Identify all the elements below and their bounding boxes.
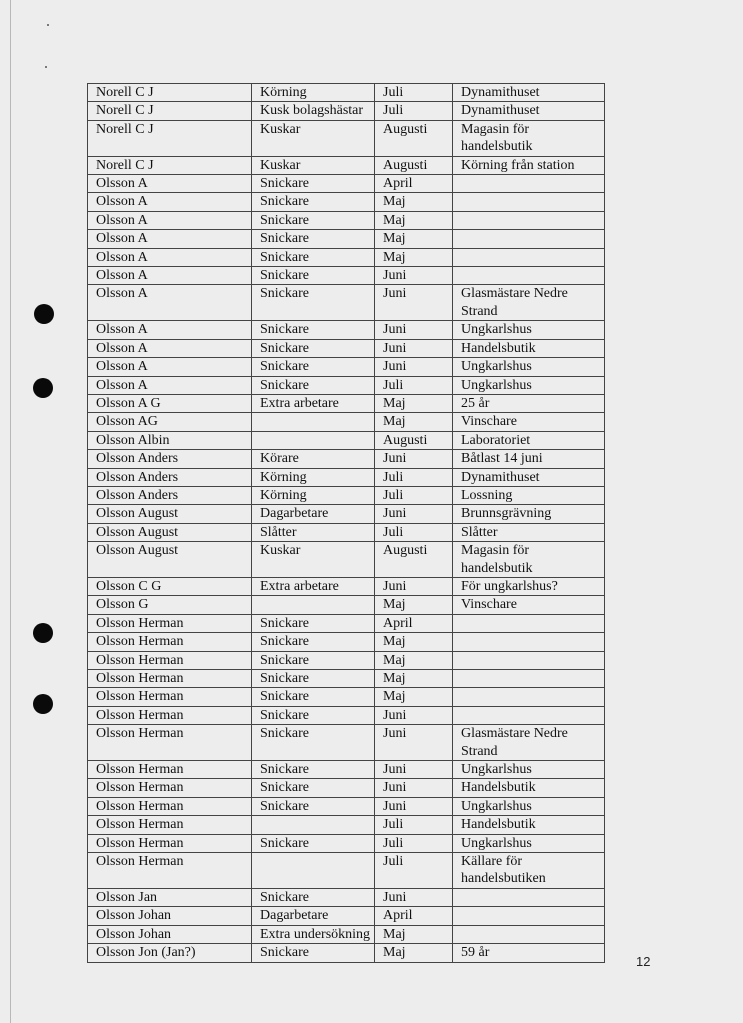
occupation-cell: Snickare (252, 175, 375, 193)
table-row (88, 577, 605, 595)
month-cell: Maj (375, 413, 453, 431)
name-cell: Olsson Herman (88, 834, 252, 852)
name-cell: Norell C J (88, 102, 252, 120)
note-cell: Magasin för handelsbutik (453, 120, 605, 156)
name-cell: Norell C J (88, 156, 252, 174)
table-row (88, 120, 605, 156)
table-row (88, 834, 605, 852)
occupation-cell: Kusk bolagshästar (252, 102, 375, 120)
note-cell: Glasmästare Nedre Strand (453, 725, 605, 761)
table-row (88, 285, 605, 321)
table-row (88, 761, 605, 779)
occupation-cell: Snickare (252, 321, 375, 339)
table-row (88, 651, 605, 669)
table-row (88, 706, 605, 724)
occupation-cell: Snickare (252, 248, 375, 266)
table-row (88, 321, 605, 339)
month-cell: Maj (375, 394, 453, 412)
month-cell: Juni (375, 358, 453, 376)
table-row (88, 486, 605, 504)
name-cell: Olsson Jan (88, 888, 252, 906)
table-row (88, 614, 605, 632)
name-cell: Olsson Herman (88, 614, 252, 632)
occupation-cell: Snickare (252, 779, 375, 797)
month-cell: Maj (375, 670, 453, 688)
table-row (88, 468, 605, 486)
name-cell: Olsson A (88, 285, 252, 321)
table-row (88, 156, 605, 174)
note-cell: Brunnsgrävning (453, 505, 605, 523)
month-cell: Juni (375, 725, 453, 761)
note-cell: För ungkarlshus? (453, 577, 605, 595)
month-cell: Maj (375, 211, 453, 229)
occupation-cell: Snickare (252, 230, 375, 248)
punch-hole (33, 694, 53, 714)
name-cell: Olsson Herman (88, 797, 252, 815)
month-cell: Juli (375, 816, 453, 834)
month-cell: Juni (375, 267, 453, 285)
month-cell: Juni (375, 779, 453, 797)
month-cell: Maj (375, 230, 453, 248)
name-cell: Olsson Albin (88, 431, 252, 449)
occupation-cell: Körning (252, 486, 375, 504)
month-cell: Juni (375, 285, 453, 321)
scan-speck (47, 24, 49, 26)
name-cell: Olsson C G (88, 577, 252, 595)
note-cell: Ungkarlshus (453, 834, 605, 852)
month-cell: Maj (375, 944, 453, 962)
table-row (88, 230, 605, 248)
name-cell: Olsson A (88, 230, 252, 248)
occupation-cell (252, 816, 375, 834)
table-row (88, 193, 605, 211)
note-cell (453, 248, 605, 266)
table-row (88, 267, 605, 285)
note-cell (453, 688, 605, 706)
month-cell: Augusti (375, 542, 453, 578)
occupation-cell: Snickare (252, 211, 375, 229)
table-row (88, 84, 605, 102)
month-cell: Juni (375, 577, 453, 595)
note-cell (453, 670, 605, 688)
note-cell: Dynamithuset (453, 84, 605, 102)
occupation-cell: Snickare (252, 193, 375, 211)
ledger-table (87, 83, 605, 963)
note-cell: Handelsbutik (453, 779, 605, 797)
table-row (88, 102, 605, 120)
note-cell: Glasmästare Nedre Strand (453, 285, 605, 321)
table-row (88, 358, 605, 376)
name-cell: Olsson A (88, 376, 252, 394)
occupation-cell: Snickare (252, 670, 375, 688)
note-cell: Båtlast 14 juni (453, 450, 605, 468)
month-cell: Augusti (375, 431, 453, 449)
note-cell: Ungkarlshus (453, 761, 605, 779)
name-cell: Olsson A (88, 267, 252, 285)
table-row (88, 633, 605, 651)
name-cell: Olsson A (88, 193, 252, 211)
occupation-cell: Snickare (252, 761, 375, 779)
month-cell: Juni (375, 706, 453, 724)
name-cell: Olsson A (88, 339, 252, 357)
table-row (88, 248, 605, 266)
month-cell: Juli (375, 523, 453, 541)
table-row (88, 725, 605, 761)
month-cell: Juni (375, 797, 453, 815)
occupation-cell: Kuskar (252, 156, 375, 174)
table-row (88, 523, 605, 541)
month-cell: Juni (375, 450, 453, 468)
page-edge (10, 0, 11, 1023)
month-cell: Maj (375, 925, 453, 943)
month-cell: Juli (375, 84, 453, 102)
occupation-cell: Körare (252, 450, 375, 468)
table-row (88, 888, 605, 906)
month-cell: Maj (375, 596, 453, 614)
name-cell: Olsson August (88, 523, 252, 541)
table-row (88, 376, 605, 394)
month-cell: Augusti (375, 156, 453, 174)
occupation-cell: Kuskar (252, 542, 375, 578)
month-cell: Juni (375, 505, 453, 523)
name-cell: Olsson Herman (88, 688, 252, 706)
name-cell: Olsson A (88, 321, 252, 339)
note-cell: Vinschare (453, 413, 605, 431)
note-cell (453, 925, 605, 943)
month-cell: Maj (375, 688, 453, 706)
note-cell (453, 175, 605, 193)
note-cell (453, 907, 605, 925)
month-cell: Juli (375, 102, 453, 120)
table-row (88, 431, 605, 449)
occupation-cell: Snickare (252, 285, 375, 321)
occupation-cell: Snickare (252, 633, 375, 651)
occupation-cell: Snickare (252, 834, 375, 852)
occupation-cell: Dagarbetare (252, 907, 375, 925)
note-cell: 59 år (453, 944, 605, 962)
note-cell: Handelsbutik (453, 339, 605, 357)
occupation-cell: Slåtter (252, 523, 375, 541)
occupation-cell: Snickare (252, 614, 375, 632)
month-cell: Juli (375, 853, 453, 889)
note-cell: Källare för handelsbutiken (453, 853, 605, 889)
note-cell: Magasin för handelsbutik (453, 542, 605, 578)
name-cell: Olsson A (88, 248, 252, 266)
name-cell: Olsson G (88, 596, 252, 614)
month-cell: April (375, 175, 453, 193)
name-cell: Olsson Johan (88, 907, 252, 925)
month-cell: Maj (375, 633, 453, 651)
name-cell: Olsson A (88, 358, 252, 376)
occupation-cell: Extra arbetare (252, 577, 375, 595)
occupation-cell: Extra arbetare (252, 394, 375, 412)
note-cell (453, 706, 605, 724)
occupation-cell: Snickare (252, 339, 375, 357)
scan-speck (45, 66, 47, 68)
month-cell: Juli (375, 468, 453, 486)
name-cell: Olsson Anders (88, 450, 252, 468)
occupation-cell: Snickare (252, 725, 375, 761)
month-cell: April (375, 907, 453, 925)
name-cell: Norell C J (88, 84, 252, 102)
name-cell: Olsson Herman (88, 779, 252, 797)
table-row (88, 505, 605, 523)
occupation-cell: Snickare (252, 267, 375, 285)
ledger-body (88, 84, 605, 963)
table-row (88, 413, 605, 431)
name-cell: Olsson Herman (88, 853, 252, 889)
name-cell: Olsson Herman (88, 670, 252, 688)
month-cell: Maj (375, 248, 453, 266)
month-cell: Juni (375, 761, 453, 779)
table-row (88, 211, 605, 229)
occupation-cell (252, 596, 375, 614)
month-cell: Maj (375, 651, 453, 669)
table-row (88, 175, 605, 193)
note-cell: Körning från station (453, 156, 605, 174)
note-cell: Ungkarlshus (453, 376, 605, 394)
name-cell: Olsson A (88, 211, 252, 229)
table-row (88, 797, 605, 815)
occupation-cell: Snickare (252, 706, 375, 724)
note-cell: Vinschare (453, 596, 605, 614)
name-cell: Olsson Anders (88, 486, 252, 504)
table-row (88, 944, 605, 962)
month-cell: Augusti (375, 120, 453, 156)
month-cell: Juli (375, 376, 453, 394)
note-cell (453, 614, 605, 632)
punch-hole (33, 623, 53, 643)
table-row (88, 450, 605, 468)
name-cell: Olsson August (88, 542, 252, 578)
occupation-cell (252, 853, 375, 889)
note-cell: Slåtter (453, 523, 605, 541)
occupation-cell: Snickare (252, 358, 375, 376)
occupation-cell: Snickare (252, 376, 375, 394)
punch-hole (33, 378, 53, 398)
name-cell: Olsson Anders (88, 468, 252, 486)
occupation-cell: Snickare (252, 797, 375, 815)
note-cell: Dynamithuset (453, 468, 605, 486)
note-cell (453, 211, 605, 229)
month-cell: Maj (375, 193, 453, 211)
occupation-cell: Extra undersökning (252, 925, 375, 943)
name-cell: Olsson Herman (88, 633, 252, 651)
occupation-cell (252, 431, 375, 449)
page-number: 12 (636, 954, 651, 969)
note-cell (453, 888, 605, 906)
month-cell: Juli (375, 486, 453, 504)
occupation-cell: Snickare (252, 688, 375, 706)
month-cell: Juni (375, 321, 453, 339)
note-cell: Ungkarlshus (453, 358, 605, 376)
table-row (88, 542, 605, 578)
month-cell: April (375, 614, 453, 632)
occupation-cell: Körning (252, 84, 375, 102)
occupation-cell: Kuskar (252, 120, 375, 156)
note-cell (453, 633, 605, 651)
table-row (88, 925, 605, 943)
note-cell (453, 230, 605, 248)
month-cell: Juni (375, 888, 453, 906)
note-cell: Laboratoriet (453, 431, 605, 449)
note-cell: Handelsbutik (453, 816, 605, 834)
name-cell: Olsson A G (88, 394, 252, 412)
table-row (88, 670, 605, 688)
note-cell: Lossning (453, 486, 605, 504)
note-cell (453, 193, 605, 211)
name-cell: Norell C J (88, 120, 252, 156)
name-cell: Olsson Jon (Jan?) (88, 944, 252, 962)
note-cell: 25 år (453, 394, 605, 412)
table-row (88, 596, 605, 614)
name-cell: Olsson AG (88, 413, 252, 431)
punch-hole (34, 304, 54, 324)
table-row (88, 394, 605, 412)
table-row (88, 853, 605, 889)
note-cell: Ungkarlshus (453, 321, 605, 339)
note-cell: Dynamithuset (453, 102, 605, 120)
name-cell: Olsson Johan (88, 925, 252, 943)
table-row (88, 339, 605, 357)
name-cell: Olsson A (88, 175, 252, 193)
month-cell: Juni (375, 339, 453, 357)
note-cell (453, 267, 605, 285)
name-cell: Olsson Herman (88, 761, 252, 779)
occupation-cell: Snickare (252, 651, 375, 669)
name-cell: Olsson Herman (88, 706, 252, 724)
note-cell (453, 651, 605, 669)
name-cell: Olsson Herman (88, 816, 252, 834)
table-row (88, 816, 605, 834)
month-cell: Juli (375, 834, 453, 852)
occupation-cell (252, 413, 375, 431)
occupation-cell: Snickare (252, 888, 375, 906)
name-cell: Olsson August (88, 505, 252, 523)
table-row (88, 907, 605, 925)
name-cell: Olsson Herman (88, 725, 252, 761)
occupation-cell: Dagarbetare (252, 505, 375, 523)
occupation-cell: Snickare (252, 944, 375, 962)
note-cell: Ungkarlshus (453, 797, 605, 815)
occupation-cell: Körning (252, 468, 375, 486)
name-cell: Olsson Herman (88, 651, 252, 669)
table-row (88, 688, 605, 706)
table-row (88, 779, 605, 797)
